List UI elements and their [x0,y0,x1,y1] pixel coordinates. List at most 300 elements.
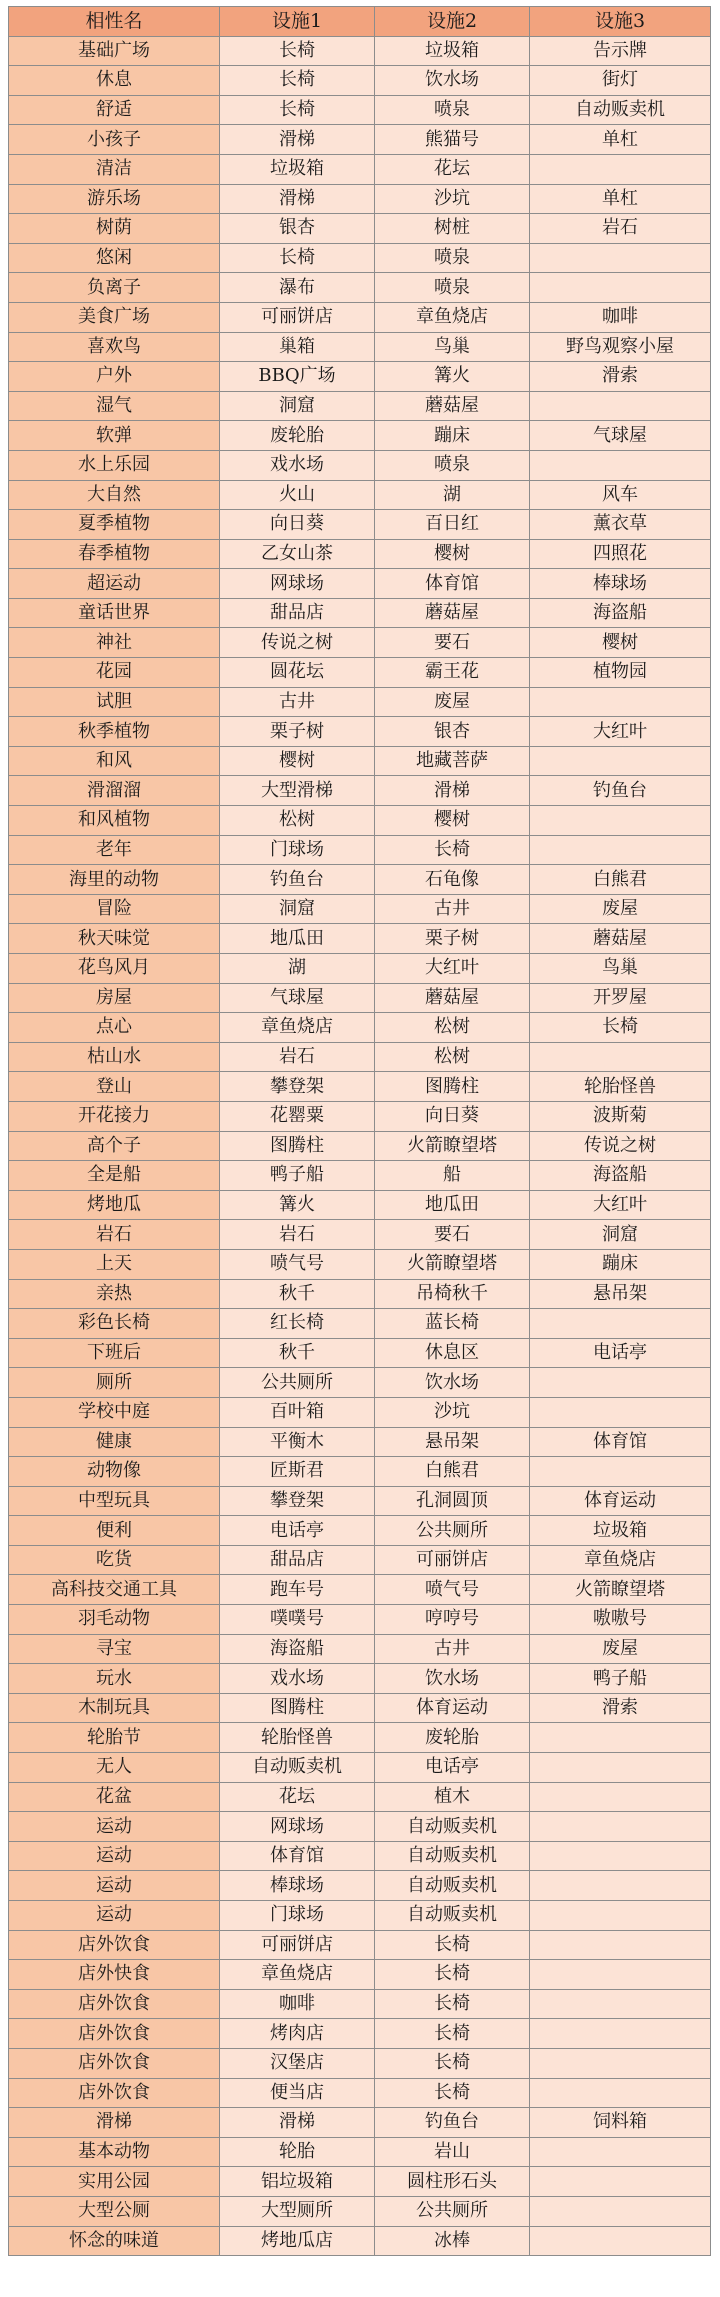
combo-name-cell: 和风植物 [9,806,220,836]
combo-name-cell: 大自然 [9,480,220,510]
facility-2-cell: 饮水场 [375,1664,530,1694]
facility-3-cell: 街灯 [530,66,711,96]
facility-2-cell: 银杏 [375,717,530,747]
facility-3-cell [530,806,711,836]
facility-2-cell: 喷气号 [375,1575,530,1605]
combo-name-cell: 童话世界 [9,598,220,628]
facility-2-cell: 蘑菇屋 [375,391,530,421]
facility-3-cell [530,1812,711,1842]
facility-2-cell: 圆柱形石头 [375,2167,530,2197]
combo-name-cell: 软弹 [9,421,220,451]
table-row [9,894,711,924]
facility-2-cell: 长椅 [375,2019,530,2049]
facility-2-cell: 体育馆 [375,569,530,599]
facility-1-cell: 自动贩卖机 [220,1753,375,1783]
table-row [9,1013,711,1043]
table-row [9,1693,711,1723]
facility-2-cell: 长椅 [375,1989,530,2019]
facility-1-cell: 洞窟 [220,391,375,421]
facility-1-cell: 传说之树 [220,628,375,658]
facility-1-cell: 樱树 [220,746,375,776]
table-row [9,450,711,480]
table-row [9,598,711,628]
table-row [9,1161,711,1191]
facility-2-cell: 湖 [375,480,530,510]
combo-name-cell: 秋季植物 [9,717,220,747]
header-combo-name: 相性名 [9,7,220,37]
combo-name-cell: 清洁 [9,154,220,184]
facility-3-cell [530,1042,711,1072]
table-row [9,66,711,96]
facility-3-cell [530,2048,711,2078]
facility-1-cell: 瀑布 [220,273,375,303]
facility-3-cell: 轮胎怪兽 [530,1072,711,1102]
combo-name-cell: 岩石 [9,1220,220,1250]
facility-3-cell: 单杠 [530,184,711,214]
facility-1-cell: 甜品店 [220,1545,375,1575]
facility-3-cell [530,2137,711,2167]
table-row [9,95,711,125]
facility-2-cell: 喷泉 [375,95,530,125]
table-row [9,776,711,806]
facility-3-cell: 气球屋 [530,421,711,451]
table-row [9,1131,711,1161]
facility-1-cell: 银杏 [220,214,375,244]
combo-name-cell: 高个子 [9,1131,220,1161]
facility-2-cell: 蓝长椅 [375,1309,530,1339]
facility-1-cell: 垃圾箱 [220,154,375,184]
table-row [9,2108,711,2138]
facility-2-cell: 樱树 [375,539,530,569]
facility-2-cell: 樱树 [375,806,530,836]
facility-1-cell: 烤肉店 [220,2019,375,2049]
table-row [9,1516,711,1546]
facility-1-cell: 海盗船 [220,1634,375,1664]
facility-3-cell: 大红叶 [530,717,711,747]
facility-3-cell: 植物园 [530,658,711,688]
combo-name-cell: 亲热 [9,1279,220,1309]
combo-name-cell: 春季植物 [9,539,220,569]
facility-3-cell [530,687,711,717]
facility-3-cell [530,1368,711,1398]
combo-name-cell: 滑溜溜 [9,776,220,806]
facility-3-cell: 蹦床 [530,1249,711,1279]
facility-2-cell: 蘑菇屋 [375,983,530,1013]
facility-2-cell: 沙坑 [375,184,530,214]
facility-1-cell: 平衡木 [220,1427,375,1457]
facility-1-cell: 大型厕所 [220,2196,375,2226]
combo-name-cell: 老年 [9,835,220,865]
facility-3-cell: 单杠 [530,125,711,155]
facility-3-cell: 饲料箱 [530,2108,711,2138]
facility-2-cell: 饮水场 [375,66,530,96]
facility-2-cell: 孔洞圆顶 [375,1486,530,1516]
table-row [9,2078,711,2108]
table-row [9,1812,711,1842]
facility-1-cell: BBQ广场 [220,362,375,392]
facility-3-cell: 蘑菇屋 [530,924,711,954]
table-row [9,1279,711,1309]
combo-name-cell: 水上乐园 [9,450,220,480]
table-row [9,1634,711,1664]
combo-name-cell: 冒险 [9,894,220,924]
facility-2-cell: 钓鱼台 [375,2108,530,2138]
facility-1-cell: 甜品店 [220,598,375,628]
facility-2-cell: 冰棒 [375,2226,530,2256]
combo-name-cell: 海里的动物 [9,865,220,895]
facility-2-cell: 喷泉 [375,450,530,480]
facility-2-cell: 蘑菇屋 [375,598,530,628]
facility-3-cell: 鸭子船 [530,1664,711,1694]
facility-2-cell: 栗子树 [375,924,530,954]
combo-name-cell: 木制玩具 [9,1693,220,1723]
combo-name-cell: 休息 [9,66,220,96]
facility-2-cell: 植木 [375,1782,530,1812]
table-row [9,1753,711,1783]
combo-name-cell: 登山 [9,1072,220,1102]
facility-3-cell [530,1397,711,1427]
table-row [9,1871,711,1901]
facility-1-cell: 长椅 [220,36,375,66]
table-row [9,1309,711,1339]
table-row [9,1072,711,1102]
combo-name-cell: 和风 [9,746,220,776]
table-row [9,924,711,954]
facility-3-cell [530,746,711,776]
table-row [9,1545,711,1575]
facility-2-cell: 火箭瞭望塔 [375,1249,530,1279]
table-row [9,865,711,895]
facility-1-cell: 长椅 [220,243,375,273]
facility-3-cell: 大红叶 [530,1190,711,1220]
facility-1-cell: 门球场 [220,835,375,865]
facility-3-cell: 章鱼烧店 [530,1545,711,1575]
combo-name-cell: 开花接力 [9,1101,220,1131]
facility-1-cell: 棒球场 [220,1871,375,1901]
combo-name-cell: 户外 [9,362,220,392]
combo-name-cell: 秋天味觉 [9,924,220,954]
facility-1-cell: 洞窟 [220,894,375,924]
facility-3-cell [530,1723,711,1753]
facility-2-cell: 熊猫号 [375,125,530,155]
facility-1-cell: 轮胎 [220,2137,375,2167]
combo-name-cell: 夏季植物 [9,510,220,540]
facility-1-cell: 戏水场 [220,450,375,480]
table-row [9,1960,711,1990]
table-row [9,2019,711,2049]
facility-1-cell: 可丽饼店 [220,302,375,332]
facility-3-cell [530,2078,711,2108]
table-row [9,273,711,303]
table-row [9,421,711,451]
facility-2-cell: 沙坑 [375,1397,530,1427]
facility-1-cell: 钓鱼台 [220,865,375,895]
facility-1-cell: 便当店 [220,2078,375,2108]
table-row [9,1190,711,1220]
table-row [9,1249,711,1279]
facility-2-cell: 石龟像 [375,865,530,895]
combo-name-cell: 美食广场 [9,302,220,332]
combo-name-cell: 小孩子 [9,125,220,155]
table-row [9,658,711,688]
facility-1-cell: 古井 [220,687,375,717]
facility-3-cell [530,273,711,303]
table-row [9,1782,711,1812]
facility-2-cell: 向日葵 [375,1101,530,1131]
facility-1-cell: 栗子树 [220,717,375,747]
table-row [9,1101,711,1131]
facility-1-cell: 公共厕所 [220,1368,375,1398]
combo-name-cell: 店外饮食 [9,2019,220,2049]
facility-1-cell: 滑梯 [220,2108,375,2138]
combo-name-cell: 房屋 [9,983,220,1013]
facility-1-cell: 可丽饼店 [220,1930,375,1960]
facility-1-cell: 攀登架 [220,1486,375,1516]
table-row [9,746,711,776]
table-row [9,687,711,717]
facility-3-cell [530,1753,711,1783]
header-facility-3: 设施3 [530,7,711,37]
facility-2-cell: 古井 [375,1634,530,1664]
facility-3-cell [530,1989,711,2019]
facility-2-cell: 松树 [375,1013,530,1043]
table-row [9,154,711,184]
facility-3-cell [530,1960,711,1990]
combo-name-cell: 舒适 [9,95,220,125]
table-row [9,2226,711,2256]
facility-1-cell: 岩石 [220,1042,375,1072]
facility-1-cell: 废轮胎 [220,421,375,451]
table-row [9,391,711,421]
facility-3-cell: 滑索 [530,1693,711,1723]
facility-3-cell [530,1457,711,1487]
facility-2-cell: 废屋 [375,687,530,717]
table-row [9,1457,711,1487]
combo-name-cell: 彩色长椅 [9,1309,220,1339]
combo-name-cell: 花盆 [9,1782,220,1812]
combo-name-cell: 大型公厕 [9,2196,220,2226]
facility-1-cell: 网球场 [220,1812,375,1842]
table-row [9,1427,711,1457]
facility-1-cell: 巢箱 [220,332,375,362]
table-row [9,806,711,836]
facility-1-cell: 火山 [220,480,375,510]
facility-2-cell: 要石 [375,1220,530,1250]
combo-name-cell: 吃货 [9,1545,220,1575]
combo-name-cell: 花鸟风月 [9,954,220,984]
facility-1-cell: 门球场 [220,1901,375,1931]
facility-1-cell: 滑梯 [220,184,375,214]
facility-3-cell: 火箭瞭望塔 [530,1575,711,1605]
combo-name-cell: 枯山水 [9,1042,220,1072]
facility-1-cell: 鸭子船 [220,1161,375,1191]
table-row [9,983,711,1013]
facility-3-cell: 长椅 [530,1013,711,1043]
facility-1-cell: 松树 [220,806,375,836]
combo-name-cell: 中型玩具 [9,1486,220,1516]
table-row [9,36,711,66]
facility-3-cell: 告示牌 [530,36,711,66]
facility-combo-table [8,6,711,2256]
header-row [9,7,711,37]
facility-2-cell: 垃圾箱 [375,36,530,66]
facility-1-cell: 体育馆 [220,1841,375,1871]
combo-name-cell: 店外饮食 [9,2078,220,2108]
facility-2-cell: 喷泉 [375,273,530,303]
facility-3-cell: 海盗船 [530,1161,711,1191]
facility-3-cell [530,2196,711,2226]
facility-3-cell [530,835,711,865]
combo-name-cell: 悠闲 [9,243,220,273]
facility-2-cell: 长椅 [375,1960,530,1990]
facility-1-cell: 烤地瓜店 [220,2226,375,2256]
combo-name-cell: 便利 [9,1516,220,1546]
facility-3-cell: 咖啡 [530,302,711,332]
facility-2-cell: 大红叶 [375,954,530,984]
facility-1-cell: 图腾柱 [220,1131,375,1161]
combo-name-cell: 玩水 [9,1664,220,1694]
combo-name-cell: 基础广场 [9,36,220,66]
facility-2-cell: 霸王花 [375,658,530,688]
facility-2-cell: 饮水场 [375,1368,530,1398]
combo-name-cell: 厕所 [9,1368,220,1398]
facility-1-cell: 滑梯 [220,125,375,155]
facility-3-cell: 波斯菊 [530,1101,711,1131]
table-row [9,954,711,984]
facility-1-cell: 跑车号 [220,1575,375,1605]
facility-3-cell: 电话亭 [530,1338,711,1368]
facility-2-cell: 喷泉 [375,243,530,273]
facility-1-cell: 噗噗号 [220,1605,375,1635]
facility-3-cell [530,1871,711,1901]
facility-1-cell: 秋千 [220,1279,375,1309]
facility-2-cell: 废轮胎 [375,1723,530,1753]
combo-name-cell: 健康 [9,1427,220,1457]
facility-3-cell: 开罗屋 [530,983,711,1013]
facility-1-cell: 网球场 [220,569,375,599]
facility-2-cell: 休息区 [375,1338,530,1368]
facility-1-cell: 湖 [220,954,375,984]
combo-name-cell: 店外快食 [9,1960,220,1990]
combo-name-cell: 动物像 [9,1457,220,1487]
facility-1-cell: 百叶箱 [220,1397,375,1427]
facility-2-cell: 长椅 [375,1930,530,1960]
table-row [9,1605,711,1635]
facility-1-cell: 喷气号 [220,1249,375,1279]
facility-2-cell: 松树 [375,1042,530,1072]
table-row [9,125,711,155]
facility-3-cell: 风车 [530,480,711,510]
table-row [9,1930,711,1960]
facility-2-cell: 长椅 [375,2078,530,2108]
facility-3-cell: 薰衣草 [530,510,711,540]
facility-2-cell: 章鱼烧店 [375,302,530,332]
header-facility-2: 设施2 [375,7,530,37]
facility-1-cell: 圆花坛 [220,658,375,688]
facility-3-cell: 海盗船 [530,598,711,628]
facility-2-cell: 自动贩卖机 [375,1871,530,1901]
table-row [9,569,711,599]
facility-2-cell: 地藏菩萨 [375,746,530,776]
facility-1-cell: 气球屋 [220,983,375,1013]
combo-name-cell: 怀念的味道 [9,2226,220,2256]
facility-1-cell: 咖啡 [220,1989,375,2019]
combo-name-cell: 上天 [9,1249,220,1279]
table-row [9,628,711,658]
combo-name-cell: 店外饮食 [9,1930,220,1960]
facility-1-cell: 大型滑梯 [220,776,375,806]
facility-1-cell: 篝火 [220,1190,375,1220]
facility-1-cell: 岩石 [220,1220,375,1250]
table-row [9,302,711,332]
combo-name-cell: 运动 [9,1841,220,1871]
facility-2-cell: 自动贩卖机 [375,1901,530,1931]
table-row [9,1664,711,1694]
combo-name-cell: 基本动物 [9,2137,220,2167]
table-row [9,2048,711,2078]
facility-2-cell: 篝火 [375,362,530,392]
table-row [9,214,711,244]
facility-3-cell [530,2167,711,2197]
facility-3-cell: 白熊君 [530,865,711,895]
combo-name-cell: 湿气 [9,391,220,421]
combo-name-cell: 全是船 [9,1161,220,1191]
facility-3-cell: 滑索 [530,362,711,392]
combo-name-cell: 羽毛动物 [9,1605,220,1635]
facility-2-cell: 公共厕所 [375,1516,530,1546]
facility-1-cell: 攀登架 [220,1072,375,1102]
combo-name-cell: 轮胎节 [9,1723,220,1753]
facility-1-cell: 铝垃圾箱 [220,2167,375,2197]
facility-2-cell: 地瓜田 [375,1190,530,1220]
facility-3-cell: 废屋 [530,894,711,924]
combo-name-cell: 滑梯 [9,2108,220,2138]
facility-1-cell: 花坛 [220,1782,375,1812]
facility-2-cell: 要石 [375,628,530,658]
facility-3-cell [530,1930,711,1960]
facility-3-cell: 鸟巢 [530,954,711,984]
facility-1-cell: 轮胎怪兽 [220,1723,375,1753]
combo-name-cell: 点心 [9,1013,220,1043]
header-facility-1: 设施1 [220,7,375,37]
facility-3-cell [530,1309,711,1339]
combo-name-cell: 下班后 [9,1338,220,1368]
facility-3-cell [530,1782,711,1812]
facility-2-cell: 自动贩卖机 [375,1812,530,1842]
facility-1-cell: 图腾柱 [220,1693,375,1723]
table-row [9,362,711,392]
facility-2-cell: 悬吊架 [375,1427,530,1457]
table-row [9,2167,711,2197]
combo-name-cell: 学校中庭 [9,1397,220,1427]
facility-3-cell: 体育馆 [530,1427,711,1457]
facility-2-cell: 花坛 [375,154,530,184]
combo-name-cell: 试胆 [9,687,220,717]
table-row [9,539,711,569]
facility-2-cell: 鸟巢 [375,332,530,362]
table-row [9,480,711,510]
facility-2-cell: 吊椅秋千 [375,1279,530,1309]
facility-3-cell [530,243,711,273]
combo-name-cell: 花园 [9,658,220,688]
facility-2-cell: 电话亭 [375,1753,530,1783]
table-row [9,1841,711,1871]
facility-2-cell: 图腾柱 [375,1072,530,1102]
combo-name-cell: 高科技交通工具 [9,1575,220,1605]
table-row [9,1397,711,1427]
table-row [9,510,711,540]
table-row [9,1575,711,1605]
